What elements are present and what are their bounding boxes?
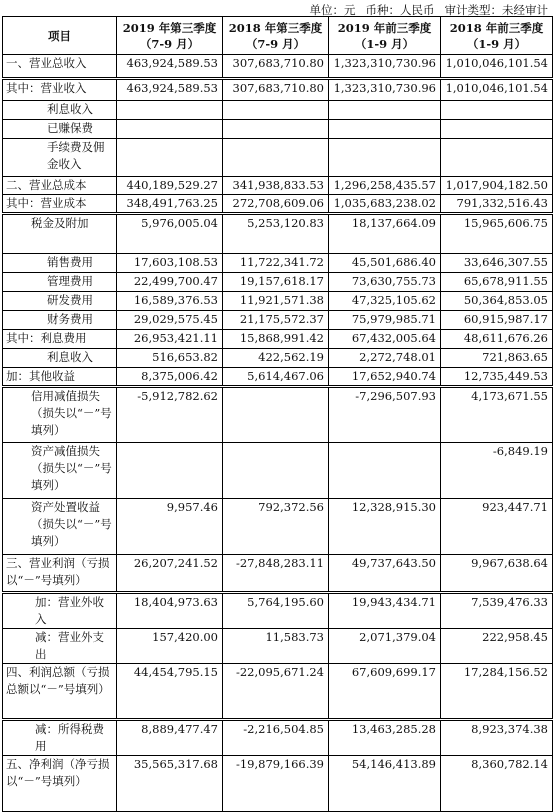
table-row [3,443,553,499]
cell-value: 7,539,476.33 [441,593,553,629]
cell-value: 15,868,991.42 [223,330,329,349]
row-label: 已赚保费 [3,120,117,139]
cell-value: 5,976,005.04 [117,214,223,254]
cell-value: 67,609,699.17 [329,664,441,720]
row-label: 其中：营业收入 [3,79,117,101]
audit-type-label: 审计类型：未经审计 [444,3,548,17]
cell-value: 65,678,911.55 [441,273,553,292]
cell-value: 222,958.45 [441,629,553,664]
table-row [3,720,553,756]
cell-value: 12,328,915.30 [329,499,441,555]
table-row [3,593,553,629]
cell-value: 5,764,195.60 [223,593,329,629]
cell-value: 1,017,904,182.50 [441,177,553,195]
table-row [3,499,553,555]
cell-value: 5,614,467.06 [223,368,329,387]
cell-value [329,139,441,177]
cell-value [223,139,329,177]
cell-value: 22,499,700.47 [117,273,223,292]
table-row [3,177,553,195]
table-row [3,214,553,254]
row-label: 销售费用 [3,254,117,273]
cell-value: 47,325,105.62 [329,292,441,311]
row-label: 二、营业总成本 [3,177,117,195]
cell-value: -7,296,507.93 [329,387,441,443]
cell-value: 11,583.73 [223,629,329,664]
cell-value: 157,420.00 [117,629,223,664]
cell-value: 8,889,477.47 [117,720,223,756]
cell-value: 45,501,686.40 [329,254,441,273]
row-label: 手续费及佣金收入 [3,139,117,177]
row-label: 其中：利息费用 [3,330,117,349]
col-header-2019-q3: 2019 年第三季度（7-9 月） [117,17,223,55]
table-row [3,79,553,101]
table-row [3,555,553,593]
cell-value [117,139,223,177]
cell-value: 5,253,120.83 [223,214,329,254]
cell-value: 73,630,755.73 [329,273,441,292]
cell-value [117,120,223,139]
table-row [3,55,553,79]
income-statement-table [2,16,553,812]
table-row [3,368,553,387]
unit-label: 单位：元 [309,3,356,17]
cell-value: 307,683,710.80 [223,55,329,79]
table-row [3,349,553,368]
table-row [3,254,553,273]
table-row [3,311,553,330]
cell-value: 49,737,643.50 [329,555,441,593]
row-label: 三、营业利润（亏损以“－”号填列） [3,555,117,593]
cell-value: 4,173,671.55 [441,387,553,443]
cell-value: 17,652,940.74 [329,368,441,387]
cell-value: 50,364,853.05 [441,292,553,311]
row-label: 一、营业总收入 [3,55,117,79]
cell-value: 75,979,985.71 [329,311,441,330]
cell-value [441,120,553,139]
col-header-2018-ytd: 2018 年前三季度（1-9 月） [441,17,553,55]
cell-value: 923,447.71 [441,499,553,555]
cell-value: 18,404,973.63 [117,593,223,629]
cell-value: 2,272,748.01 [329,349,441,368]
cell-value: -22,095,671.24 [223,664,329,720]
table-row [3,330,553,349]
cell-value: -27,848,283.11 [223,555,329,593]
cell-value [441,139,553,177]
cell-value: 11,722,341.72 [223,254,329,273]
row-label: 加：营业外收入 [3,593,117,629]
cell-value: 721,863.65 [441,349,553,368]
cell-value [223,443,329,499]
cell-value [223,387,329,443]
table-row [3,101,553,120]
cell-value: 9,967,638.64 [441,555,553,593]
cell-value: -19,879,166.39 [223,756,329,812]
cell-value: 422,562.19 [223,349,329,368]
cell-value: 307,683,710.80 [223,79,329,101]
row-label: 利息收入 [3,349,117,368]
cell-value [329,443,441,499]
cell-value: 11,921,571.38 [223,292,329,311]
cell-value: 13,463,285.28 [329,720,441,756]
cell-value: 1,035,683,238.02 [329,195,441,214]
row-label: 研发费用 [3,292,117,311]
cell-value: 1,296,258,435.57 [329,177,441,195]
row-label: 资产减值损失（损失以“－”号填列） [3,443,117,499]
cell-value: 17,603,108.53 [117,254,223,273]
cell-value: 1,323,310,730.96 [329,79,441,101]
cell-value: 440,189,529.27 [117,177,223,195]
cell-value: 19,157,618.17 [223,273,329,292]
table-row [3,195,553,214]
cell-value: 67,432,005.64 [329,330,441,349]
cell-value: -5,912,782.62 [117,387,223,443]
cell-value: 272,708,609.06 [223,195,329,214]
cell-value: 791,332,516.43 [441,195,553,214]
cell-value: 8,360,782.14 [441,756,553,812]
col-header-item: 项目 [3,17,117,55]
col-header-2019-ytd: 2019 年前三季度（1-9 月） [329,17,441,55]
cell-value: 26,953,421.11 [117,330,223,349]
cell-value: 19,943,434.71 [329,593,441,629]
col-header-2018-q3: 2018 年第三季度（7-9 月） [223,17,329,55]
row-label: 加：其他收益 [3,368,117,387]
cell-value: 21,175,572.37 [223,311,329,330]
cell-value [329,120,441,139]
row-label: 利息收入 [3,101,117,120]
table-row [3,629,553,664]
cell-value [329,101,441,120]
row-label: 其中：营业成本 [3,195,117,214]
row-label: 资产处置收益（损失以“－”号填列） [3,499,117,555]
row-label: 四、利润总额（亏损总额以“－”号填列） [3,664,117,720]
cell-value: 516,653.82 [117,349,223,368]
row-label: 减：营业外支出 [3,629,117,664]
table-row [3,387,553,443]
cell-value: -2,216,504.85 [223,720,329,756]
cell-value: 60,915,987.17 [441,311,553,330]
cell-value: 1,010,046,101.54 [441,55,553,79]
cell-value: -6,849.19 [441,443,553,499]
table-row [3,139,553,177]
cell-value: 9,957.46 [117,499,223,555]
row-label: 信用减值损失（损失以“－”号填列） [3,387,117,443]
cell-value: 12,735,449.53 [441,368,553,387]
cell-value: 48,611,676.26 [441,330,553,349]
row-label: 税金及附加 [3,214,117,254]
cell-value: 8,375,006.42 [117,368,223,387]
cell-value [223,120,329,139]
cell-value [117,101,223,120]
currency-label: 币种：人民币 [365,3,435,17]
cell-value: 35,565,317.68 [117,756,223,812]
cell-value: 463,924,589.53 [117,55,223,79]
cell-value [117,443,223,499]
cell-value: 17,284,156.52 [441,664,553,720]
table-row [3,664,553,720]
cell-value: 44,454,795.15 [117,664,223,720]
cell-value: 463,924,589.53 [117,79,223,101]
cell-value: 15,965,606.75 [441,214,553,254]
header-row [3,17,553,55]
cell-value: 26,207,241.52 [117,555,223,593]
cell-value: 1,010,046,101.54 [441,79,553,101]
row-label: 管理费用 [3,273,117,292]
table-row [3,756,553,812]
row-label: 五、净利润（净亏损以“－”号填列） [3,756,117,812]
cell-value: 348,491,763.25 [117,195,223,214]
cell-value: 8,923,374.38 [441,720,553,756]
table-row [3,292,553,311]
cell-value: 341,938,833.53 [223,177,329,195]
cell-value: 54,146,413.89 [329,756,441,812]
cell-value: 29,029,575.45 [117,311,223,330]
row-label: 财务费用 [3,311,117,330]
cell-value: 1,323,310,730.96 [329,55,441,79]
cell-value [223,101,329,120]
cell-value [441,101,553,120]
cell-value: 18,137,664.09 [329,214,441,254]
cell-value: 16,589,376.53 [117,292,223,311]
cell-value: 33,646,307.55 [441,254,553,273]
cell-value: 792,372.56 [223,499,329,555]
table-row [3,120,553,139]
cell-value: 2,071,379.04 [329,629,441,664]
row-label: 减：所得税费用 [3,720,117,756]
table-row [3,273,553,292]
